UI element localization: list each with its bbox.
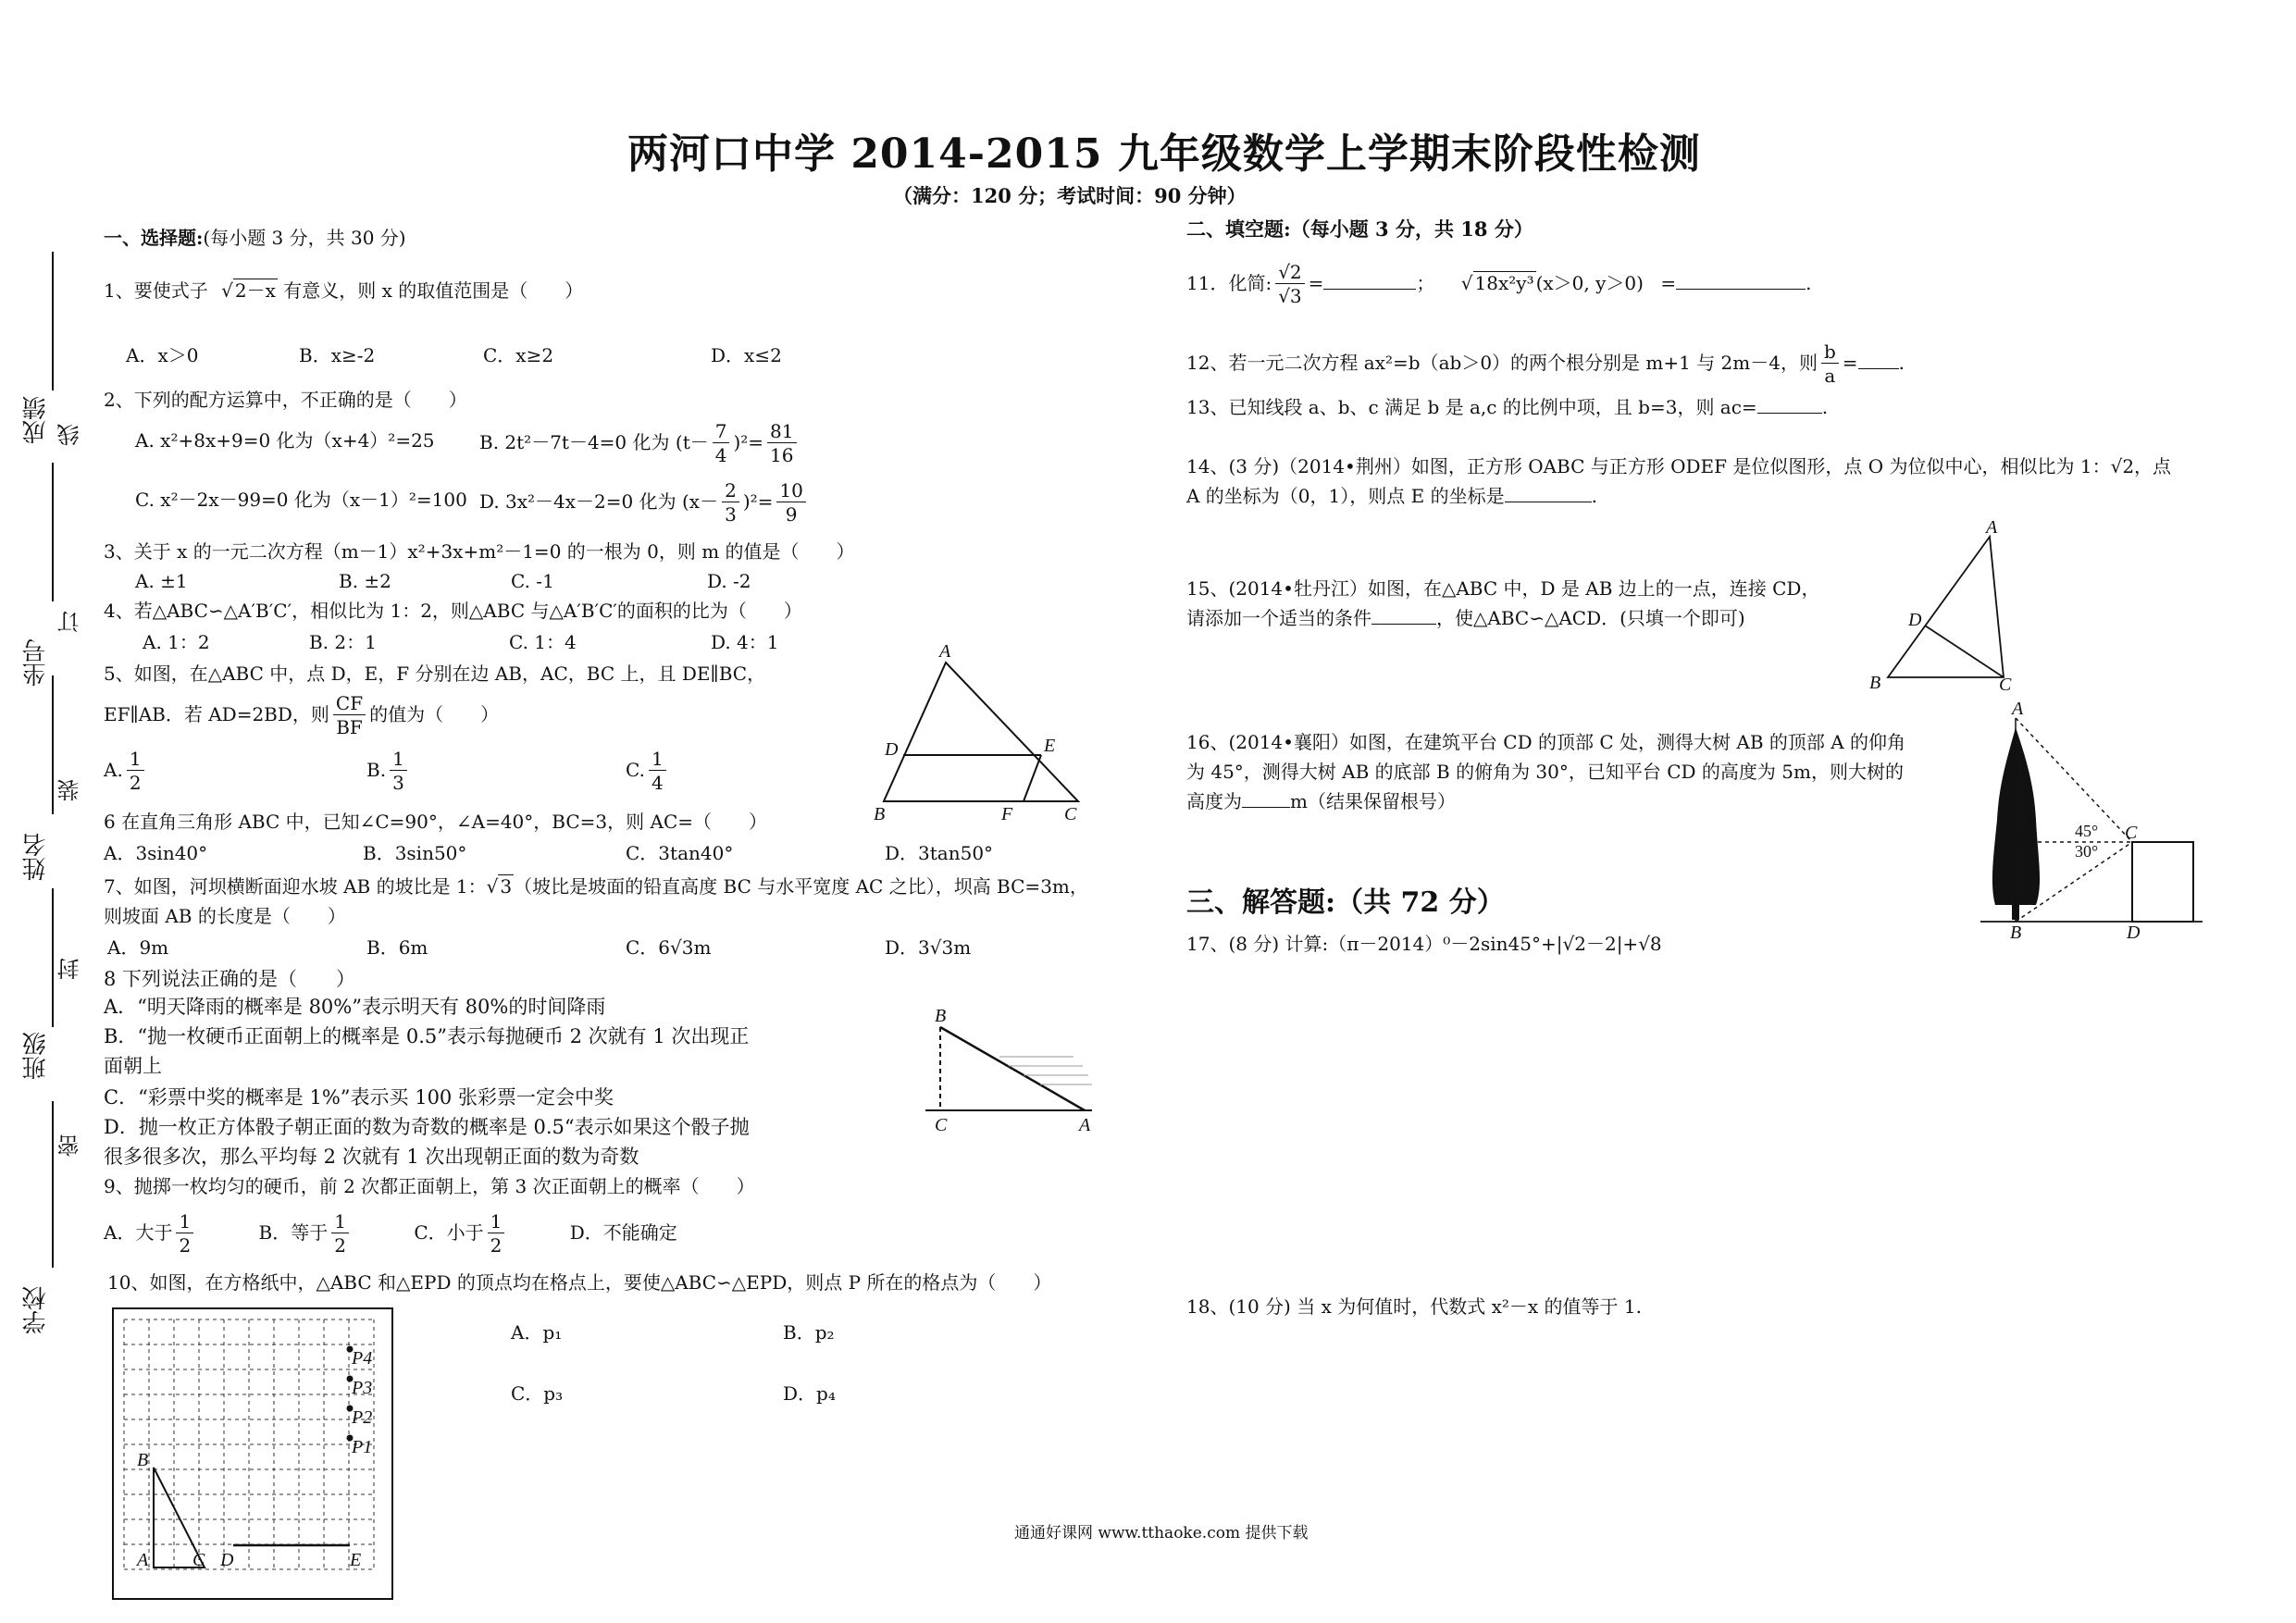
q4-option-d: D. 4：1: [711, 631, 779, 653]
q5-label-c: C: [1064, 804, 1077, 822]
q4-option-a: A. 1：2: [143, 631, 210, 653]
q10-label-c: C: [192, 1550, 205, 1570]
q2-option-d: D. 3x²－4x－2=0 化为 (x－ $\frac{2}{3}$ )²= $\frac{10}{9}$: [479, 479, 810, 527]
q3-option-c: C. -1: [511, 570, 554, 592]
q8-stem: 8 下列说法正确的是（ ）: [104, 968, 356, 990]
q2-option-b: B. 2t²－7t－4=0 化为 (t－ $\frac{7}{4}$ )²= $\frac{81}{16}$: [479, 420, 800, 467]
q16-label-c: C: [2125, 823, 2138, 843]
q7-option-c: C．6√3m: [626, 936, 712, 959]
q5-option-b: B. $\frac{1}{3}$: [366, 748, 411, 795]
q13-blank[interactable]: [1757, 396, 1822, 414]
q7-option-d: D．3√3m: [885, 936, 972, 959]
field-label-school: 学校: [22, 1286, 50, 1334]
q6-option-a: A．3sin40°: [104, 842, 208, 864]
q10-label-p2: P2: [352, 1407, 373, 1428]
q15-line1: 15、(2014•牡丹江）如图，在△ABC 中，D 是 AB 边上的一点，连接 CD，: [1186, 577, 1820, 600]
q7-option-b: B．6m: [366, 936, 428, 959]
q11-line: 11．化简: $\frac{√2}{√3}$ = ； √ 18x²y³ (x＞0, y＞0) = .: [1186, 261, 1812, 307]
q5-stem-line1: 5、如图，在△ABC 中，点 D，E，F 分别在边 AB，AC，BC 上，且 DE∥BC，: [104, 663, 766, 685]
q16-blank[interactable]: [1242, 790, 1290, 808]
section3-heading: 三、解答题:（共 72 分）: [1186, 886, 1505, 919]
q16-line3: 高度为 m（结果保留根号）: [1186, 790, 1456, 812]
q4-option-c: C. 1：4: [509, 631, 577, 653]
q10-label-p3: P3: [352, 1378, 373, 1398]
field-label-class: 班级: [22, 1032, 50, 1080]
q15-segment-cd: [1925, 626, 2004, 677]
q5-triangle-abc: [884, 663, 1078, 801]
q2-stem: 2、下列的配方运算中，不正确的是（ ）: [104, 389, 467, 411]
q7-label-a: A: [1079, 1115, 1091, 1135]
q7-label-b: B: [935, 1009, 947, 1026]
q15-label-b: B: [1869, 673, 1881, 693]
q16-label-b: B: [2010, 923, 2022, 940]
q7-stem-line1: 7、如图，河坝横断面迎水坡 AB 的坡比是 1：√ 3 （坡比是坡面的铅直高度 BC 与水平宽度 AC 之比），坝高 BC=3m，: [104, 875, 1088, 898]
q15-label-c: C: [1999, 675, 2012, 694]
q3-option-d: D. -2: [707, 570, 751, 592]
q16-tree-platform-figure: [1971, 700, 2230, 940]
q10-option-b: B．p₂: [783, 1321, 835, 1344]
q2-option-c: C. x²－2x－99=0 化为（x－1）²=100: [135, 489, 467, 511]
seal-char-line: 线: [57, 424, 83, 446]
q5-stem-line2: EF∥AB．若 AD=2BD，则 $\frac{CF}{BF}$ 的值为（ ）: [104, 692, 500, 738]
q9-options: A．大于 $\frac{1}{2}$ B．等于 $\frac{1}{2}$ C．小于 $\frac{1}{2}$ D．不能确定: [104, 1210, 677, 1257]
q8-option-a: A．“明天降雨的概率是 80%”表示明天有 80%的时间降雨: [104, 996, 606, 1018]
q5-label-a: A: [939, 641, 951, 662]
q10-label-e: E: [350, 1550, 362, 1570]
q7-stem-line2: 则坡面 AB 的长度是（ ）: [104, 905, 346, 927]
page-title: 两河口中学 2014-2015 九年级数学上学期末阶段性检测: [627, 130, 1701, 178]
q16-line1: 16、(2014•襄阳）如图，在建筑平台 CD 的顶部 C 处，测得大树 AB 的顶部 A 的仰角: [1186, 731, 1906, 753]
q3-option-a: A. ±1: [135, 570, 188, 592]
seal-char-zhuang: 装: [57, 779, 83, 801]
q16-label-d: D: [2127, 923, 2141, 940]
q13-line: 13、已知线段 a、b、c 满足 b 是 a,c 的比例中项，且 b=3，则 ac= .: [1186, 396, 1829, 418]
q15-line2: 请添加一个适当的条件 ，使△ABC∽△ACD．(只填一个即可): [1186, 607, 1745, 629]
section2-heading: 二、填空题:（每小题 3 分，共 18 分）: [1186, 217, 1533, 241]
q11-blank-2[interactable]: [1676, 272, 1806, 290]
q5-label-e: E: [1044, 736, 1056, 756]
q1-stem: 1、要使式子 √ 2－x 有意义，则 x 的取值范围是（ ）: [104, 279, 584, 302]
q14-blank[interactable]: [1505, 485, 1592, 502]
q12-blank[interactable]: [1858, 352, 1899, 369]
binding-line: [52, 463, 54, 601]
q10-label-p1: P1: [352, 1437, 373, 1457]
q5-label-d: D: [885, 739, 899, 760]
q14-line1: 14、(3 分)（2014•荆州）如图，正方形 OABC 与正方形 ODEF 是位似图形，点 O 为位似中心，相似比为 1：√2，点: [1186, 455, 2172, 477]
binding-line: [52, 252, 54, 390]
q5-triangle-figure: [861, 637, 1101, 822]
q10-grid-figure: [111, 1307, 398, 1603]
q1-option-d: D．x≤2: [711, 344, 782, 366]
q16-label-45: 45°: [2075, 822, 2099, 840]
q1-option-b: B．x≥-2: [299, 344, 376, 366]
field-label-name: 姓名: [22, 833, 50, 881]
q7-label-c: C: [935, 1115, 948, 1135]
q7-option-a: A．9m: [107, 936, 169, 959]
q5-label-f: F: [1001, 804, 1013, 822]
q3-stem: 3、关于 x 的一元二次方程（m－1）x²+3x+m²－1=0 的一根为 0，则 m 的值是（ ）: [104, 540, 855, 563]
q11-blank-1[interactable]: [1323, 272, 1416, 290]
q15-label-a: A: [1986, 518, 1998, 538]
q2-option-a: A. x²+8x+9=0 化为（x+4）²=25: [135, 429, 435, 452]
q9-option-c: C．小于: [414, 1221, 484, 1244]
q5-option-c: C. $\frac{1}{4}$: [626, 748, 670, 795]
q4-option-b: B. 2：1: [309, 631, 377, 653]
binding-line: [52, 1101, 54, 1268]
q8-option-b-line1: B．“抛一枚硬币正面朝上的概率是 0.5”表示每抛硬币 2 次就有 1 次出现正: [104, 1025, 750, 1047]
q9-option-b: B．等于: [258, 1221, 329, 1244]
q15-triangle-figure: [1860, 518, 2017, 694]
seal-char-feng: 封: [57, 958, 83, 980]
q4-stem: 4、若△ABC∽△A′B′C′，相似比为 1：2，则△ABC 与△A′B′C′的面积的比为（ ）: [104, 600, 802, 622]
q10-label-p4: P4: [352, 1348, 373, 1369]
field-label-score: 成绩: [22, 396, 50, 444]
q5-option-a: A. $\frac{1}{2}$: [104, 748, 148, 795]
q1-option-c: C．x≥2: [483, 344, 554, 366]
q3-option-b: B. ±2: [339, 570, 391, 592]
q14-line2: A 的坐标为（0，1），则点 E 的坐标是 .: [1186, 485, 1597, 507]
q6-stem: 6 在直角三角形 ABC 中，已知∠C=90°，∠A=40°，BC=3，则 AC=（ ）: [104, 811, 768, 833]
q16-platform: [2132, 842, 2193, 922]
q7-dam-figure: [916, 1009, 1101, 1138]
q10-stem: 10、如图，在方格纸中，△ABC 和△EPD 的顶点均在格点上，要使△ABC∽△EPD，则点 P 所在的格点为（ ）: [107, 1271, 1052, 1294]
q12-line: 12、若一元二次方程 ax²=b（ab＞0）的两个根分别是 m+1 与 2m－4，则 $\frac{b}{a}$ = .: [1186, 341, 1905, 387]
q9-stem: 9、抛掷一枚均匀的硬币，前 2 次都正面朝上，第 3 次正面朝上的概率（ ）: [104, 1175, 755, 1197]
q10-label-b: B: [137, 1450, 149, 1470]
q9-option-d: D．不能确定: [569, 1221, 677, 1244]
q10-label-d: D: [220, 1550, 234, 1570]
q6-option-d: D．3tan50°: [885, 842, 994, 864]
q5-segment-ef: [1024, 755, 1041, 801]
q1-option-a: A．x＞0: [126, 344, 199, 366]
q8-option-b-line2: 面朝上: [104, 1055, 162, 1077]
seal-char-ding: 订: [57, 611, 83, 633]
q15-blank[interactable]: [1371, 607, 1436, 625]
q9-option-a: A．大于: [104, 1221, 173, 1244]
q8-option-d-line2: 很多很多次，那么平均每 2 次就有 1 次出现朝正面的数为奇数: [104, 1146, 639, 1168]
q17-line: 17、(8 分) 计算:（π－2014）⁰－2sin45°+|√2－2|+√8: [1186, 933, 1662, 955]
q5-label-b: B: [874, 804, 886, 822]
q10-label-a: A: [137, 1550, 149, 1570]
page-subtitle: （满分：120 分；考试时间：90 分钟）: [893, 184, 1247, 207]
q6-option-b: B．3sin50°: [363, 842, 467, 864]
q16-label-30: 30°: [2075, 842, 2099, 861]
q18-line: 18、(10 分) 当 x 为何值时，代数式 x²－x 的值等于 1.: [1186, 1295, 1642, 1318]
q6-option-c: C．3tan40°: [626, 842, 734, 864]
q15-triangle-abc: [1888, 537, 2004, 677]
q10-grid-lines: [124, 1319, 374, 1569]
seal-char-mi: 密: [57, 1134, 83, 1157]
q16-label-a: A: [2012, 700, 2024, 719]
q8-option-c: C．“彩票中奖的概率是 1%”表示买 100 张彩票一定会中奖: [104, 1086, 614, 1109]
section1-heading: 一、选择题:(每小题 3 分，共 30 分): [104, 227, 406, 249]
q10-option-a: A．p₁: [511, 1321, 563, 1344]
footer-text: 通通好课网 www.tthaoke.com 提供下载: [1014, 1524, 1309, 1542]
field-label-seat: 坐号: [22, 638, 50, 687]
q10-option-d: D．p₄: [783, 1382, 836, 1405]
q10-option-c: C．p₃: [511, 1382, 564, 1405]
q15-label-d: D: [1908, 610, 1922, 630]
q16-line2: 为 45°，测得大树 AB 的底部 B 的俯角为 30°，已知平台 CD 的高度为 5m，则大树的: [1186, 761, 1904, 783]
q8-option-d-line1: D．抛一枚正方体骰子朝正面的数为奇数的概率是 0.5“表示如果这个骰子抛: [104, 1116, 750, 1138]
q7-segment-ba: [940, 1027, 1085, 1110]
